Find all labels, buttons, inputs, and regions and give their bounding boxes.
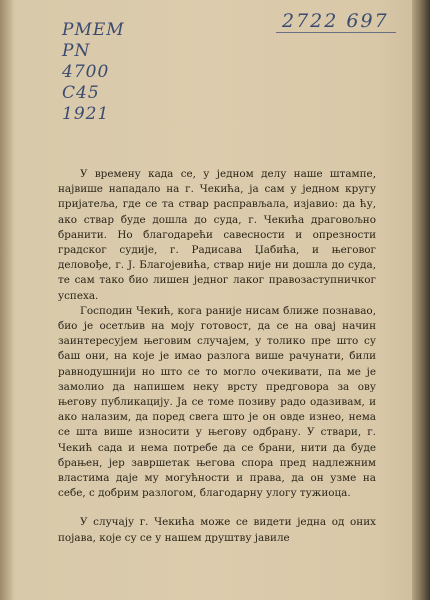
spine-shadow xyxy=(0,0,14,600)
call-number-line: PN xyxy=(62,41,91,61)
body-text xyxy=(58,167,376,546)
handwritten-accession-number xyxy=(282,10,389,32)
call-number-line: C45 xyxy=(62,83,100,103)
accession-number: 2722 697 xyxy=(282,10,389,32)
paragraph: Господин Чекић, кога раније нисам ближе познавао, био је осетљив на моју готовост, да се на овај начин заинтересујем његовим случајем, у толико пре што су баш они, на које је имао разлога више рачунати, били равнодушнији но што се то могло очекивати, па ме је замолио да напишем неку врсту предговора за ову његову публикацију. Ја се томе позиву радо одазивам, и ако налазим, да поред свега што је он овде изнео, нема се шта више износити у његову одбрану. У ствари, г. Чекић сада и нема потребе да се брани, нити да буде брањен, јер завршетак његова спора пред надлежним властима даје му могућности и права, да он узме на себе, с добрим разлогом, благодарну улогу тужиоца. xyxy=(58,304,376,500)
paragraph: У случају г. Чекића може се видети једна од оних појава, које су се у нашем друштву јавиле xyxy=(58,516,376,544)
paragraph-gap xyxy=(58,501,376,515)
paragraph: У времену када се, у једном делу наше штампе, највише нападало на г. Чекића, ја сам у једном кругу пријатеља, где се та ствар расправљала, изјавио: да ћу, ако ствар буде дошла до суда, г. Чекића драговољно бранити. Но благодарећи савесности и опрезности градског судије, г. Радисава Џабића, и његовог деловође, г. Ј. Благојевића, ствар није ни дошла до суда, те сам тако био лишен једног лаког правозаступничког успеха. xyxy=(58,168,376,302)
handwritten-call-number xyxy=(62,20,125,125)
call-number-line: 1921 xyxy=(62,104,110,124)
underline xyxy=(276,8,396,33)
page-edge xyxy=(412,0,430,600)
call-number-line: PMEM xyxy=(62,20,125,40)
call-number-line: 4700 xyxy=(62,62,110,82)
